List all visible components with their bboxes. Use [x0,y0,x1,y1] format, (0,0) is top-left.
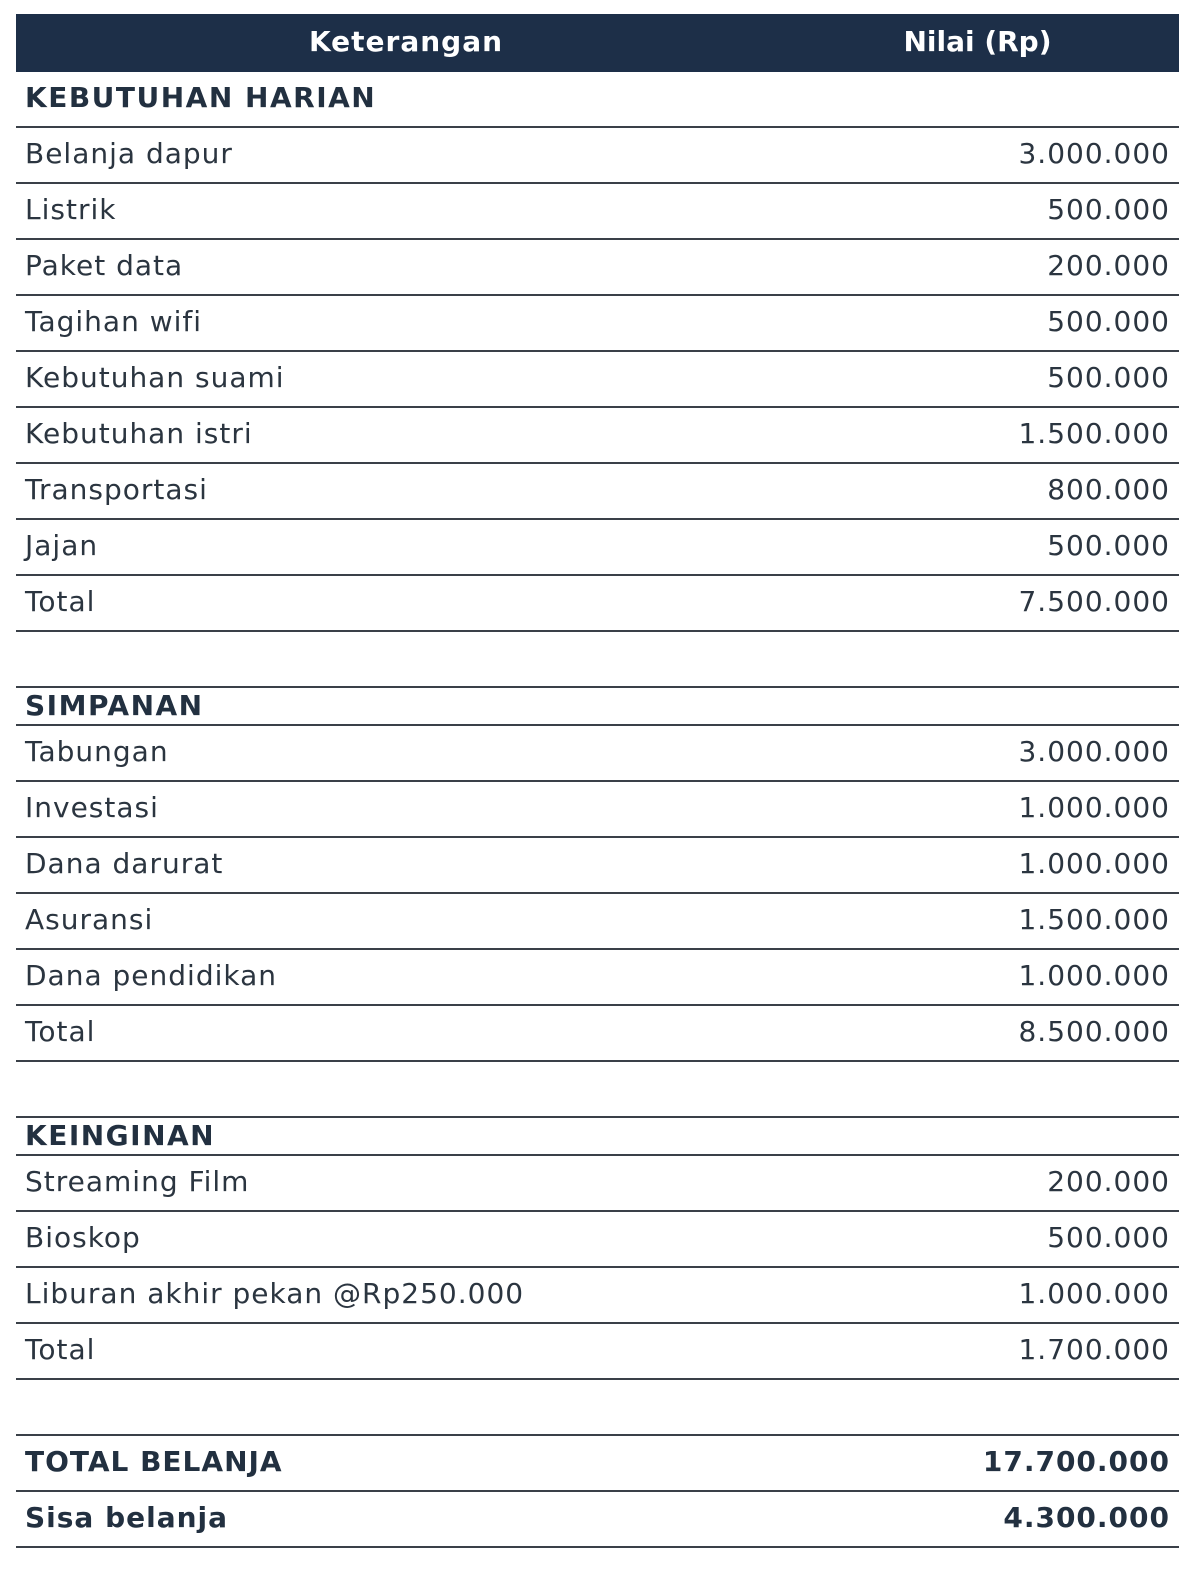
total-value: 8.500.000 [1018,1015,1170,1048]
total-value: 1.700.000 [1018,1333,1170,1366]
row-label: Jajan [25,529,99,562]
total-row-kebutuhan [16,576,1179,632]
table-row [16,1156,1179,1212]
total-belanja-label: TOTAL BELANJA [25,1445,283,1478]
sisa-belanja-value: 4.300.000 [1003,1501,1170,1534]
total-belanja-value: 17.700.000 [982,1445,1170,1478]
table-row [16,352,1179,408]
table-row [16,726,1179,782]
row-value: 500.000 [1047,305,1170,338]
row-value: 1.500.000 [1018,417,1170,450]
row-value: 1.000.000 [1018,959,1170,992]
section-spacer [16,1062,1179,1116]
section-title-kebutuhan [16,72,1179,128]
row-value: 1.500.000 [1018,903,1170,936]
row-label: Kebutuhan suami [25,361,285,394]
table-row [16,1212,1179,1268]
table-row [16,950,1179,1006]
total-row-simpanan [16,1006,1179,1062]
row-label: Bioskop [25,1221,141,1254]
row-value: 1.000.000 [1018,791,1170,824]
sisa-belanja-row [16,1492,1179,1548]
table-row [16,1268,1179,1324]
table-row [16,894,1179,950]
section-title-label: KEBUTUHAN HARIAN [25,81,377,114]
sisa-belanja-label: Sisa belanja [25,1501,229,1534]
table-row [16,782,1179,838]
table-header [16,14,1179,72]
row-label: Dana pendidikan [25,959,278,992]
budget-table [16,14,1179,1548]
row-label: Liburan akhir pekan @Rp250.000 [25,1277,525,1310]
table-row [16,296,1179,352]
row-value: 3.000.000 [1018,735,1170,768]
row-label: Investasi [25,791,159,824]
total-label: Total [25,1015,96,1048]
row-label: Listrik [25,193,117,226]
total-row-keinginan [16,1324,1179,1380]
total-value: 7.500.000 [1018,585,1170,618]
row-value: 800.000 [1047,473,1170,506]
table-row [16,128,1179,184]
section-title-simpanan [16,686,1179,726]
row-label: Kebutuhan istri [25,417,253,450]
row-label: Belanja dapur [25,137,233,170]
row-value: 200.000 [1047,1165,1170,1198]
table-row [16,464,1179,520]
row-label: Asuransi [25,903,154,936]
table-row [16,184,1179,240]
row-label: Paket data [25,249,184,282]
table-row [16,240,1179,296]
row-value: 500.000 [1047,1221,1170,1254]
row-value: 500.000 [1047,529,1170,562]
row-value: 200.000 [1047,249,1170,282]
row-label: Tagihan wifi [25,305,203,338]
header-nilai: Nilai (Rp) [903,25,1052,58]
row-value: 1.000.000 [1018,1277,1170,1310]
section-title-label: SIMPANAN [25,689,204,722]
table-row [16,520,1179,576]
section-title-keinginan [16,1116,1179,1156]
row-label: Tabungan [25,735,169,768]
row-value: 3.000.000 [1018,137,1170,170]
row-label: Transportasi [25,473,208,506]
total-label: Total [25,585,96,618]
total-label: Total [25,1333,96,1366]
header-keterangan: Keterangan [308,25,504,58]
section-spacer [16,1380,1179,1434]
section-spacer [16,632,1179,686]
row-label: Streaming Film [25,1165,250,1198]
total-belanja-row [16,1434,1179,1492]
section-title-label: KEINGINAN [25,1119,216,1152]
table-row [16,408,1179,464]
table-row [16,838,1179,894]
row-label: Dana darurat [25,847,224,880]
row-value: 500.000 [1047,361,1170,394]
row-value: 1.000.000 [1018,847,1170,880]
row-value: 500.000 [1047,193,1170,226]
